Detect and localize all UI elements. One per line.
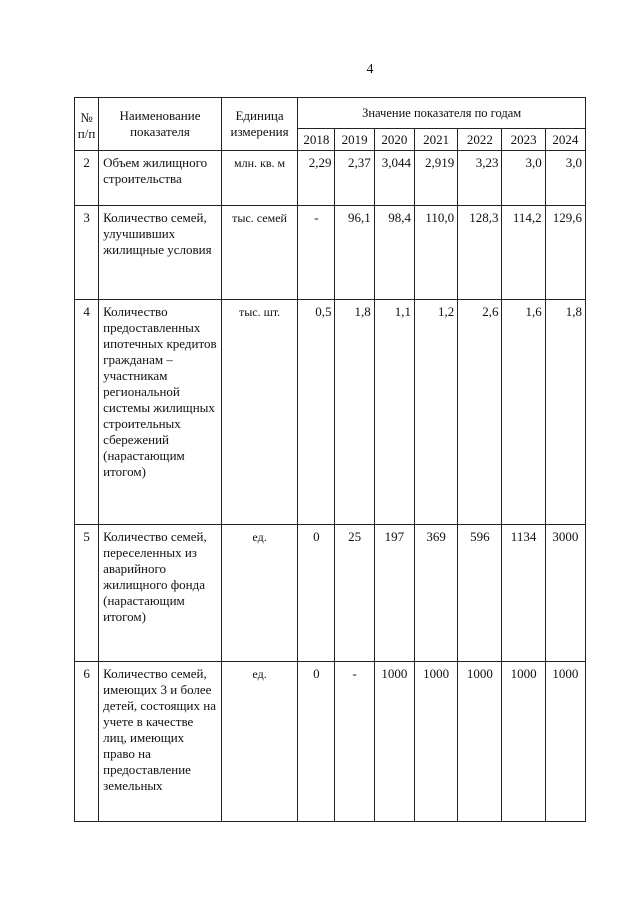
header-values-group: Значение показателя по годам — [298, 98, 586, 129]
row-value: 110,0 — [414, 206, 457, 300]
row-name: Количество семей, улучшивших жилищные условия — [99, 206, 222, 300]
row-value: 25 — [335, 525, 374, 662]
header-year: 2018 — [298, 129, 335, 151]
row-name: Объем жилищного строительства — [99, 151, 222, 206]
row-value: 3,0 — [545, 151, 585, 206]
row-value: - — [298, 206, 335, 300]
header-year: 2023 — [502, 129, 545, 151]
row-value: 1000 — [545, 662, 585, 822]
row-value: 114,2 — [502, 206, 545, 300]
row-value: 128,3 — [458, 206, 502, 300]
row-value: 3,23 — [458, 151, 502, 206]
row-value: 1134 — [502, 525, 545, 662]
row-value: 1,1 — [374, 300, 414, 525]
row-unit: ед. — [221, 525, 297, 662]
row-name: Количество предоставленных ипотечных кредитов гражданам – участникам региональной системы жилищных строительных сбережений (нарастающим итогом) — [99, 300, 222, 525]
header-year: 2021 — [414, 129, 457, 151]
row-value: 0 — [298, 525, 335, 662]
table-row — [75, 662, 586, 822]
row-value: 1,8 — [335, 300, 374, 525]
table-header — [75, 98, 586, 151]
row-value: 1,6 — [502, 300, 545, 525]
row-unit: тыс. шт. — [221, 300, 297, 525]
row-value: - — [335, 662, 374, 822]
row-value: 2,37 — [335, 151, 374, 206]
header-year: 2024 — [545, 129, 585, 151]
row-unit: тыс. семей — [221, 206, 297, 300]
indicators-table — [74, 97, 586, 822]
row-num: 5 — [75, 525, 99, 662]
row-value: 98,4 — [374, 206, 414, 300]
row-value: 3,044 — [374, 151, 414, 206]
row-unit: млн. кв. м — [221, 151, 297, 206]
row-value: 2,919 — [414, 151, 457, 206]
header-unit: Единица измерения — [221, 98, 297, 151]
row-num: 2 — [75, 151, 99, 206]
header-num: № п/п — [75, 98, 99, 151]
row-value: 0,5 — [298, 300, 335, 525]
row-name: Количество семей, переселенных из аварийного жилищного фонда (нарастающим итогом) — [99, 525, 222, 662]
row-value: 2,29 — [298, 151, 335, 206]
row-value: 1000 — [374, 662, 414, 822]
row-name: Количество семей, имеющих 3 и более детей, состоящих на учете в качестве лиц, имеющих право на предоставление земельных — [99, 662, 222, 822]
table-row — [75, 525, 586, 662]
table-row — [75, 151, 586, 206]
row-value: 2,6 — [458, 300, 502, 525]
header-year: 2019 — [335, 129, 374, 151]
row-value: 0 — [298, 662, 335, 822]
row-value: 3000 — [545, 525, 585, 662]
table-row — [75, 206, 586, 300]
row-value: 129,6 — [545, 206, 585, 300]
header-year: 2020 — [374, 129, 414, 151]
row-value: 1000 — [502, 662, 545, 822]
row-value: 1,2 — [414, 300, 457, 525]
table-body — [75, 151, 586, 822]
row-unit: ед. — [221, 662, 297, 822]
row-value: 1,8 — [545, 300, 585, 525]
row-value: 596 — [458, 525, 502, 662]
header-name: Наименование показателя — [99, 98, 222, 151]
row-num: 4 — [75, 300, 99, 525]
row-value: 1000 — [458, 662, 502, 822]
row-num: 6 — [75, 662, 99, 822]
header-year: 2022 — [458, 129, 502, 151]
row-value: 197 — [374, 525, 414, 662]
row-value: 96,1 — [335, 206, 374, 300]
row-value: 3,0 — [502, 151, 545, 206]
row-value: 369 — [414, 525, 457, 662]
page-number: 4 — [366, 62, 374, 77]
table-row — [75, 300, 586, 525]
row-value: 1000 — [414, 662, 457, 822]
row-num: 3 — [75, 206, 99, 300]
